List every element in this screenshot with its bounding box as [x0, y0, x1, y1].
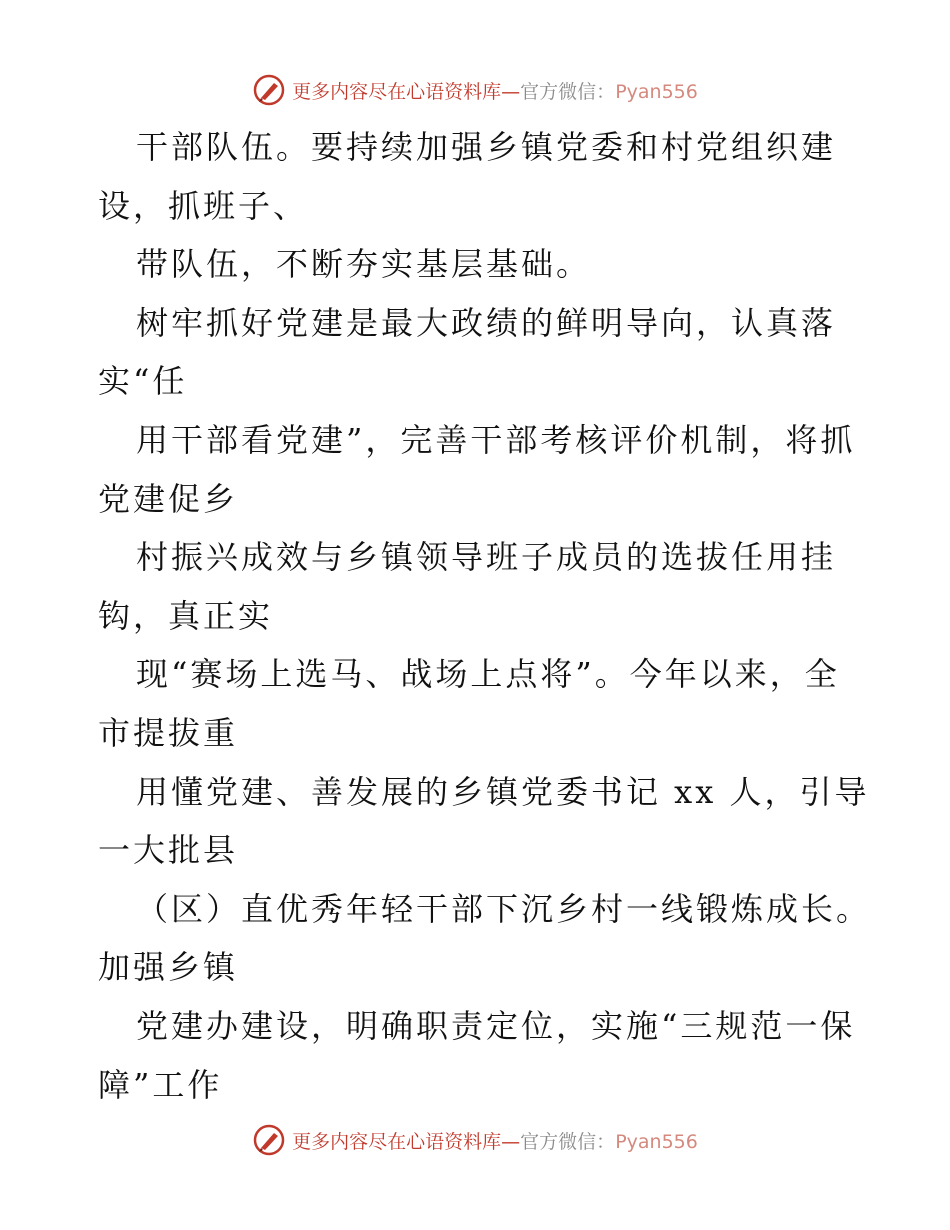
text-line: 加强乡镇	[98, 948, 239, 987]
text-line: 用懂党建、善发展的乡镇党委书记 xx 人，引导	[136, 772, 870, 811]
pen-circle-logo-icon	[252, 73, 286, 107]
text-line: 现“赛场上选马、战场上点将”。今年以来，全	[136, 655, 840, 694]
text-line: 钩，真正实	[98, 596, 274, 635]
text-line: 党建办建设，明确职责定位，实施“三规范一保	[136, 1006, 856, 1045]
footer-watermark	[0, 1120, 950, 1160]
text-line: 障”工作	[98, 1065, 223, 1104]
text-line: 党建促乡	[98, 479, 239, 518]
text-line: 设，抓班子、	[98, 186, 309, 225]
header-watermark	[0, 70, 950, 110]
document-body	[98, 118, 872, 1114]
text-line: 村振兴成效与乡镇领导班子成员的选拔任用挂	[136, 538, 837, 577]
text-line: 带队伍，不断夯实基层基础。	[136, 245, 592, 284]
pen-circle-logo-icon	[252, 1123, 286, 1157]
text-line: （区）直优秀年轻干部下沉乡村一线锻炼成长。	[136, 889, 872, 928]
text-line: 用干部看党建”，完善干部考核评价机制，将抓	[136, 420, 856, 459]
text-line: 一大批县	[98, 831, 239, 870]
watermark-text: 更多内容尽在心语资料库—官方微信：Pyan556	[292, 1130, 698, 1153]
text-line: 实“任	[98, 362, 188, 401]
text-line: 市提拔重	[98, 713, 239, 752]
text-line: 干部队伍。要持续加强乡镇党委和村党组织建	[136, 128, 837, 166]
text-line: 树牢抓好党建是最大政绩的鲜明导向，认真落	[136, 303, 837, 342]
watermark-text: 更多内容尽在心语资料库—官方微信：Pyan556	[292, 80, 698, 103]
